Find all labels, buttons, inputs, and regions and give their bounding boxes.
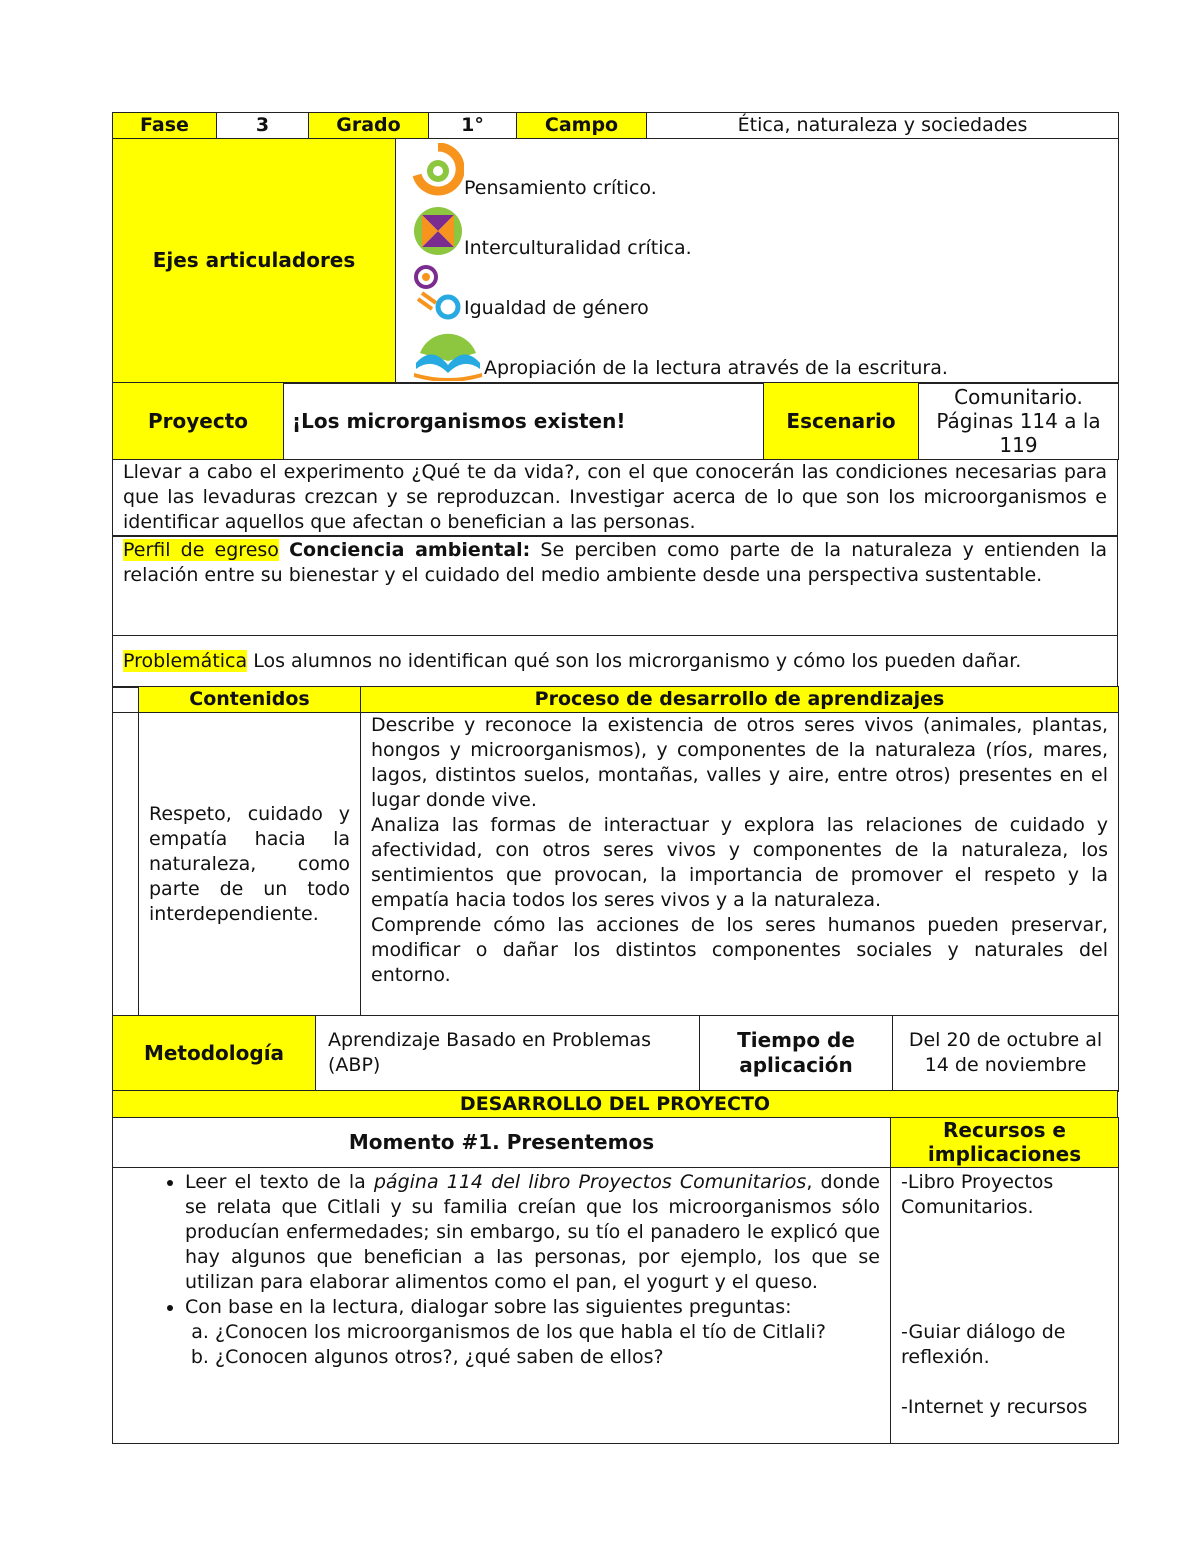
recurso-item: -Guiar diálogo de reflexión. [901, 1320, 1066, 1368]
fase-label: Fase [113, 113, 217, 139]
metodologia-label: Metodología [113, 1015, 316, 1091]
eje-item [412, 141, 1112, 201]
contenido-text: Respeto, cuidado y empatía hacia la naturaleza, como parte de un todo interdependiente. [139, 713, 361, 1016]
pensamiento-critico-icon [412, 143, 464, 201]
libro-reference: página 114 del libro Proyectos Comunitarios [373, 1170, 807, 1193]
tiempo-label: Tiempo de aplicación [700, 1015, 893, 1091]
actividad-text: Leer el texto de la [185, 1170, 374, 1193]
eje-text: Interculturalidad crítica. [464, 236, 692, 259]
pregunta-item: a. ¿Conocen los microorganismos de los que habla el tío de Citlali? [215, 1320, 880, 1345]
metodologia-table [112, 1015, 1119, 1092]
problematica-table [112, 635, 1118, 688]
contenidos-table [112, 686, 1119, 1016]
ejes-table [112, 138, 1119, 384]
spacer-cell [113, 713, 139, 1016]
escenario-value: Comunitario. Páginas 114 a la 119 [919, 383, 1119, 460]
lectura-escritura-icon [412, 323, 484, 381]
eje-item [412, 261, 1112, 321]
problematica-cell [113, 635, 1118, 687]
pregunta-item: b. ¿Conocen algunos otros?, ¿qué saben de ellos? [215, 1345, 880, 1370]
eje-text: Igualdad de género [464, 296, 649, 319]
problematica-label: Problemática [123, 649, 248, 672]
igualdad-genero-icon [412, 263, 464, 321]
recursos-cell [891, 1167, 1119, 1443]
proceso-item: Comprende cómo las acciones de los seres humanos pueden preservar, modificar o dañar los distintos componentes sociales y naturales del entorno. [371, 914, 1108, 986]
campo-label: Campo [517, 113, 647, 139]
desarrollo-title-table [112, 1090, 1118, 1118]
grado-label: Grado [309, 113, 429, 139]
descripcion-table [112, 459, 1118, 537]
recurso-item: -Internet y recursos [901, 1395, 1088, 1418]
eje-item [412, 201, 1112, 261]
escenario-label: Escenario [764, 383, 919, 460]
proceso-item: Describe y reconoce la existencia de otros seres vivos (animales, plantas, hongos y microorganismos), y componentes de la naturaleza (ríos, mares, lagos, distintos suelos, montañas, valles y aire, entre otros) presentes en el lugar donde vive. [371, 714, 1108, 811]
contenidos-header: Contenidos [139, 687, 361, 713]
proyecto-table [112, 382, 1119, 460]
descripcion-text: Llevar a cabo el experimento ¿Qué te da vida?, con el que conocerán las condiciones necesarias para que las levaduras crezcan y se reproduzcan. Investigar acerca de lo que son los microorganismos e identificar aquellos que afectan o benefician a las personas. [113, 459, 1118, 536]
perfil-table [112, 535, 1118, 636]
proceso-cell [361, 713, 1119, 1016]
proyecto-label: Proyecto [113, 383, 284, 460]
campo-value: Ética, naturaleza y sociedades [647, 113, 1119, 139]
header-table [112, 112, 1119, 139]
grado-value: 1° [429, 113, 517, 139]
proceso-item: Analiza las formas de interactuar y explora las relaciones de cuidado y afectividad, con otros seres vivos y componentes de la naturaleza, los sentimientos que provocan, la importancia de promover el respeto y la empatía hacia todos los seres vivos y a la naturaleza. [371, 814, 1108, 911]
actividades-cell [113, 1167, 891, 1443]
eje-item [412, 321, 1112, 381]
fase-value: 3 [217, 113, 309, 139]
actividades-list [123, 1170, 880, 1370]
ejes-list [396, 138, 1119, 383]
actividad-text: , donde se relata que Citlali y su familia creían que los microorganismos sólo producían enfermedades; sin embargo, su tío el panadero le explicó que hay algunos que benefician a las personas, por ejemplo, los que se utilizan para elaborar alimentos como el pan, el yogurt y el queso. [185, 1170, 880, 1293]
planning-document [112, 112, 1118, 1444]
desarrollo-title: DESARROLLO DEL PROYECTO [113, 1091, 1118, 1118]
preguntas-list [185, 1320, 880, 1370]
proyecto-value: ¡Los microrganismos existen! [284, 383, 764, 460]
perfil-text: Se perciben como parte de la naturaleza y entienden la relación entre su bienestar y el cuidado del medio ambiente desde una perspectiva sustentable. [123, 539, 1107, 586]
recurso-item: -Libro Proyectos Comunitarios. [901, 1170, 1054, 1218]
spacer-cell [113, 687, 139, 713]
perfil-title: Conciencia ambiental: [289, 539, 531, 561]
actividad-text: Con base en la lectura, dialogar sobre las siguientes preguntas: [185, 1295, 792, 1318]
perfil-label: Perfil de egreso [123, 539, 279, 561]
eje-text: Apropiación de la lectura através de la escritura. [484, 356, 948, 379]
perfil-cell [113, 536, 1118, 636]
momento-table [112, 1117, 1119, 1444]
actividad-item [185, 1170, 880, 1295]
problematica-text: Los alumnos no identifican qué son los microrganismo y cómo los pueden dañar. [253, 649, 1022, 672]
tiempo-value: Del 20 de octubre al 14 de noviembre [893, 1015, 1119, 1091]
actividad-item [185, 1295, 880, 1370]
metodologia-value: Aprendizaje Basado en Problemas (ABP) [316, 1015, 700, 1091]
proceso-header: Proceso de desarrollo de aprendizajes [361, 687, 1119, 713]
recursos-label: Recursos e implicaciones [891, 1117, 1119, 1167]
momento-title: Momento #1. Presentemos [113, 1117, 891, 1167]
ejes-label: Ejes articuladores [113, 138, 396, 383]
interculturalidad-icon [412, 203, 464, 261]
eje-text: Pensamiento crítico. [464, 176, 657, 199]
